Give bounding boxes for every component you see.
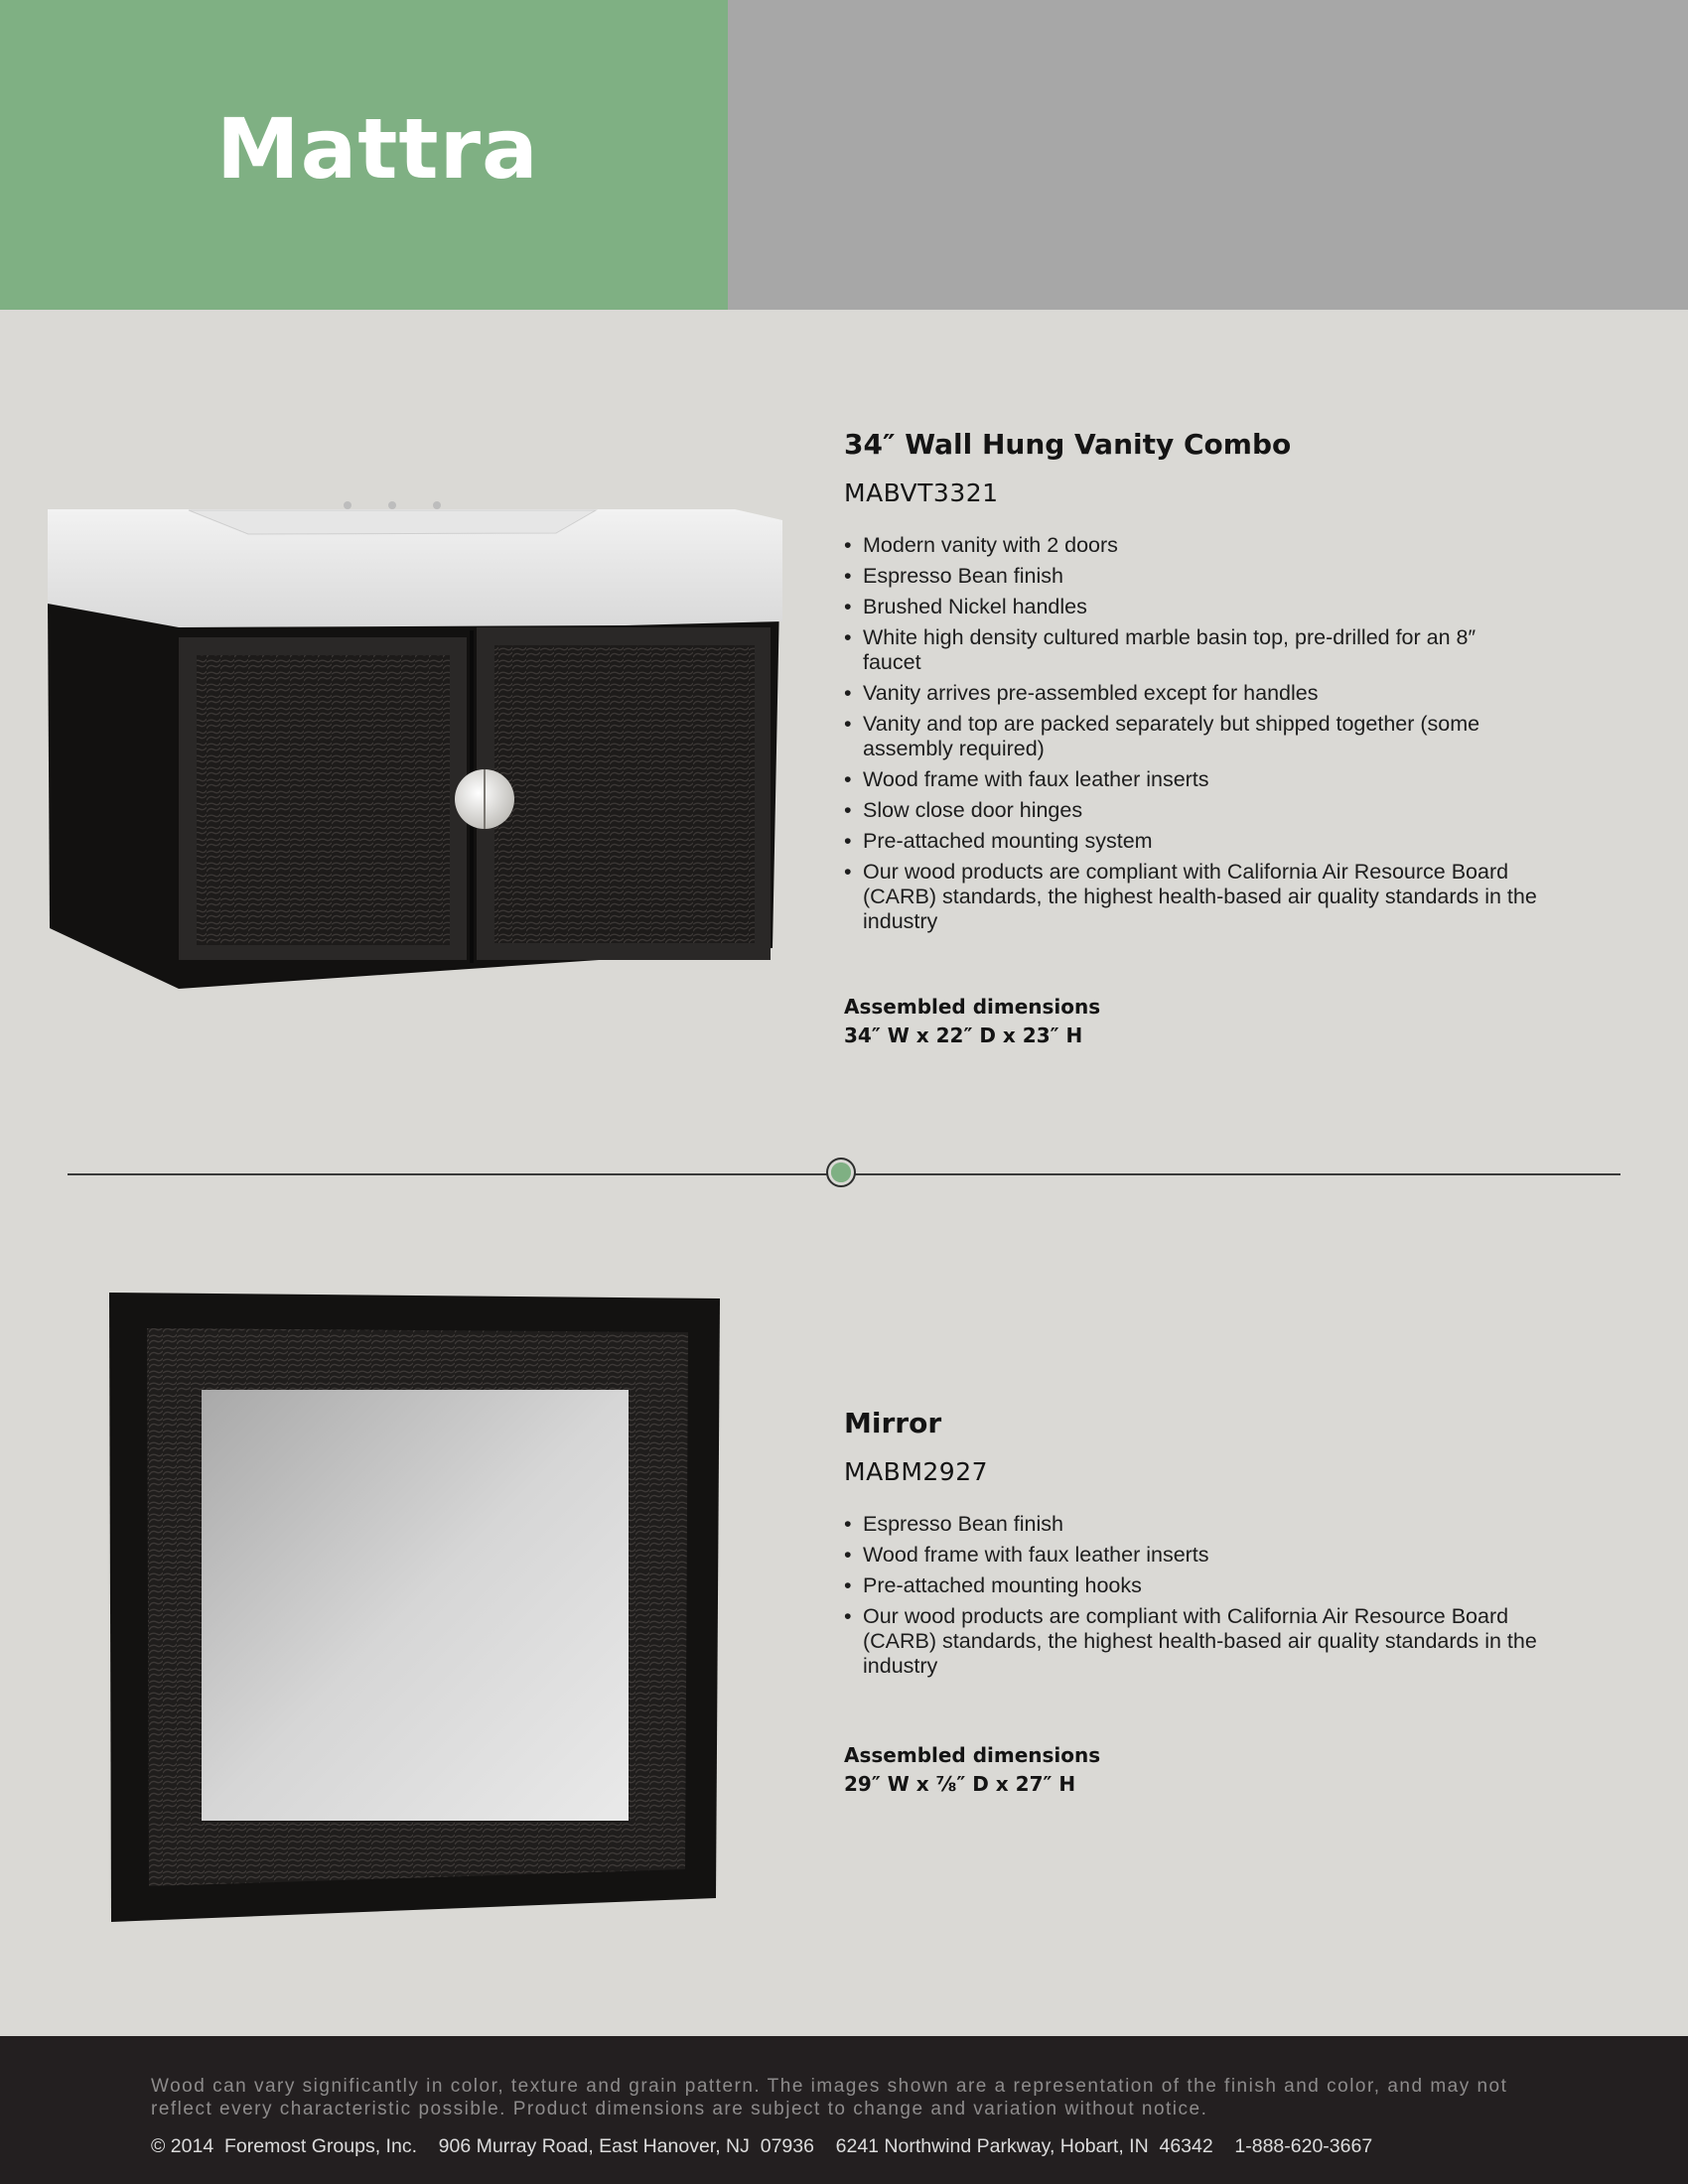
feature-item: • Pre-attached mounting hooks bbox=[844, 1573, 1539, 1598]
header-gray-panel bbox=[728, 0, 1688, 310]
feature-item: • Pre-attached mounting system bbox=[844, 829, 1539, 854]
divider-dot-icon bbox=[826, 1158, 856, 1187]
brand-title: Mattra bbox=[216, 100, 539, 198]
dimensions-label: Assembled dimensions bbox=[844, 995, 1101, 1019]
mirror-sku: MABM2927 bbox=[844, 1457, 989, 1486]
mirror-dimensions bbox=[844, 1741, 1539, 1799]
feature-item: • Modern vanity with 2 doors bbox=[844, 533, 1539, 558]
vanity-sku: MABVT3321 bbox=[844, 478, 999, 507]
vanity-product-info bbox=[844, 428, 1539, 940]
feature-item: • Our wood products are compliant with California Air Resource Board (CARB) standards, the highest health-based air quality standards in the industry bbox=[844, 1604, 1539, 1679]
feature-item: • Vanity arrives pre-assembled except for handles bbox=[844, 681, 1539, 706]
mirror-image bbox=[107, 1291, 723, 1926]
dimensions-value: 29″ W x ⅞″ D x 27″ H bbox=[844, 1772, 1076, 1796]
feature-item: • Espresso Bean finish bbox=[844, 564, 1539, 589]
feature-item: • Our wood products are compliant with California Air Resource Board (CARB) standards, the highest health-based air quality standards in the industry bbox=[844, 860, 1539, 934]
vanity-image bbox=[40, 496, 784, 993]
footer-address-in: 6241 Northwind Parkway, Hobart, IN 46342 bbox=[835, 2135, 1213, 2157]
mirror-feature-list bbox=[844, 1512, 1539, 1679]
dimensions-value: 34″ W x 22″ D x 23″ H bbox=[844, 1024, 1083, 1047]
footer-copyright: © 2014 Foremost Groups, Inc. bbox=[151, 2135, 417, 2157]
feature-item: • Espresso Bean finish bbox=[844, 1512, 1539, 1537]
feature-item: • Slow close door hinges bbox=[844, 798, 1539, 823]
vanity-feature-list bbox=[844, 533, 1539, 934]
mirror-product-info bbox=[844, 1407, 1539, 1685]
feature-item: • Wood frame with faux leather inserts bbox=[844, 767, 1539, 792]
dimensions-label: Assembled dimensions bbox=[844, 1743, 1101, 1767]
feature-item: • Vanity and top are packed separately but shipped together (some assembly required) bbox=[844, 712, 1539, 761]
mirror-title: Mirror bbox=[844, 1407, 942, 1439]
footer-address-nj: 906 Murray Road, East Hanover, NJ 07936 bbox=[438, 2135, 814, 2157]
feature-item: • Brushed Nickel handles bbox=[844, 595, 1539, 619]
feature-item: • Wood frame with faux leather inserts bbox=[844, 1543, 1539, 1568]
footer-disclaimer: Wood can vary significantly in color, texture and grain pattern. The images shown are a representation of the finish and color, and may not reflect every characteristic possible. Product dimensions are subject to change and variation without notice. bbox=[151, 2076, 1508, 2119]
vanity-title: 34″ Wall Hung Vanity Combo bbox=[844, 428, 1292, 461]
feature-item: • White high density cultured marble basin top, pre-drilled for an 8″ faucet bbox=[844, 625, 1539, 675]
vanity-dimensions bbox=[844, 993, 1539, 1050]
footer-contact bbox=[151, 2134, 1541, 2158]
footer-phone: 1-888-620-3667 bbox=[1234, 2135, 1373, 2157]
